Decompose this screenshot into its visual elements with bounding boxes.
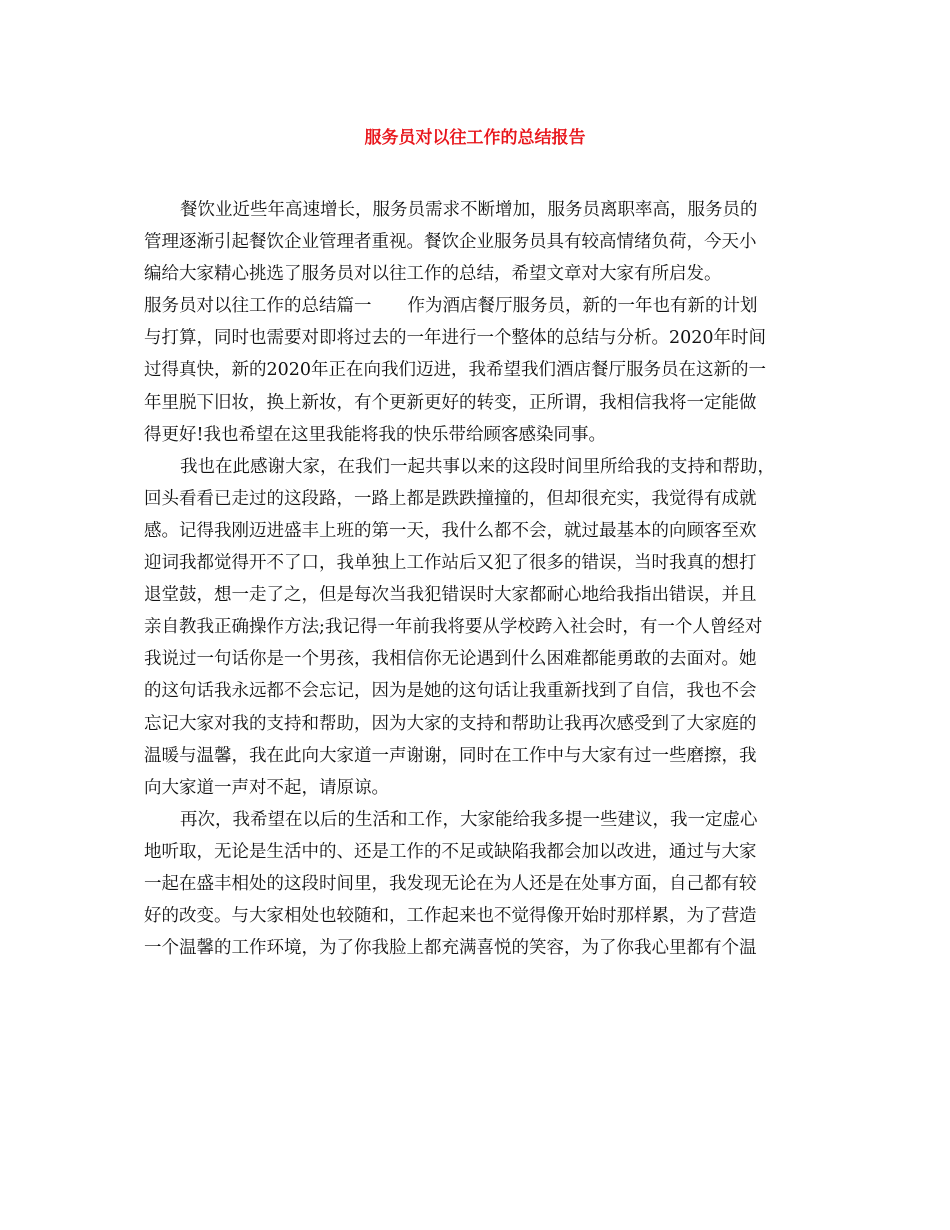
paragraph-line: 餐饮业近些年高速增长，服务员需求不断增加，服务员离职率高，服务员的: [180, 200, 758, 220]
paragraph-line: 地听取，无论是生活中的、还是工作的不足或缺陷我都会加以改进，通过与大家: [144, 841, 757, 862]
paragraph-line: 编给大家精心挑选了服务员对以往工作的总结，希望文章对大家有所启发。: [144, 264, 722, 285]
paragraph-line: 与打算，同时也需要对即将过去的一年进行一个整体的总结与分析。2020年时间: [144, 328, 767, 349]
document-body: [144, 194, 808, 964]
paragraph-line: 亲自教我正确操作方法;我记得一年前我将要从学校跨入社会时，有一个人曾经对: [144, 617, 763, 638]
paragraph-line: 再次，我希望在以后的生活和工作，大家能给我多提一些建议，我一定虚心: [180, 809, 758, 830]
paragraph-line: 向大家道一声对不起，请原谅。: [144, 777, 389, 798]
paragraph-line: 作为酒店餐厅服务员，新的一年也有新的计划: [407, 296, 758, 317]
section-heading-line: [144, 290, 808, 322]
paragraph-line: 年里脱下旧妆，换上新妆，有个更新更好的转变，正所谓，我相信我将一定能做: [144, 392, 757, 413]
paragraph-line: 好的改变。与大家相处也较随和，工作起来也不觉得像开始时那样累，为了营造: [144, 906, 757, 927]
paragraph-line: 温暖与温馨，我在此向大家道一声谢谢，同时在工作中与大家有过一些磨擦，我: [144, 745, 757, 766]
paragraph-line: 退堂鼓，想一走了之，但是每次当我犯错误时大家都耐心地给我指出错误，并且: [144, 585, 757, 606]
paragraph-line: 一个温馨的工作环境，为了你我脸上都充满喜悦的笑容，为了你我心里都有个温: [144, 938, 757, 959]
paragraph-line: 一起在盛丰相处的这段时间里，我发现无论在为人还是在处事方面，自己都有较: [144, 873, 757, 894]
document-title: 服务员对以往工作的总结报告: [364, 128, 586, 148]
paragraph-line: 迎词我都觉得开不了口，我单独上工作站后又犯了很多的错误，当时我真的想打: [144, 553, 757, 574]
paragraph-line: 回头看看已走过的这段路，一路上都是跌跌撞撞的，但却很充实，我觉得有成就: [144, 488, 757, 509]
paragraph-line: 的这句话我永远都不会忘记，因为是她的这句话让我重新找到了自信，我也不会: [144, 681, 757, 702]
paragraph-line: 我也在此感谢大家，在我们一起共事以来的这段时间里所给我的支持和帮助，: [180, 456, 775, 477]
paragraph-line: 我说过一句话你是一个男孩，我相信你无论遇到什么困难都能勇敢的去面对。她: [144, 649, 757, 670]
section-heading: 服务员对以往工作的总结篇一: [144, 296, 372, 317]
paragraph-line: 管理逐渐引起餐饮企业管理者重视。餐饮企业服务员具有较高情绪负荷，今天小: [144, 232, 757, 253]
paragraph-line: 过得真快，新的2020年正在向我们迈进，我希望我们酒店餐厅服务员在这新的一: [144, 360, 767, 381]
paragraph-line: 感。记得我刚迈进盛丰上班的第一天，我什么都不会，就过最基本的向顾客至欢: [144, 520, 757, 541]
paragraph-line: 得更好!我也希望在这里我能将我的快乐带给顾客感染同事。: [144, 424, 607, 445]
paragraph-line: 忘记大家对我的支持和帮助，因为大家的支持和帮助让我再次感受到了大家庭的: [144, 713, 757, 734]
